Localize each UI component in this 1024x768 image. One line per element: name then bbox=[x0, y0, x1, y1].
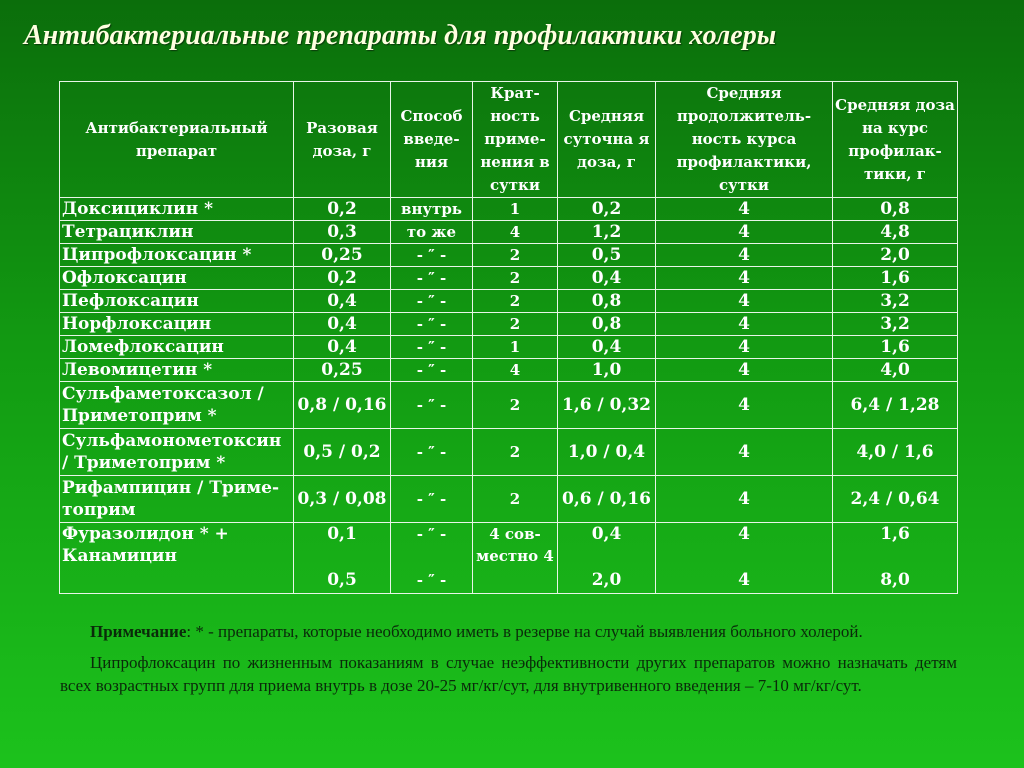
route: - ″ - bbox=[391, 313, 473, 336]
course-dose: 4,8 bbox=[833, 221, 958, 244]
route: - ″ - bbox=[391, 244, 473, 267]
course-dose: 4,0 / 1,6 bbox=[833, 429, 958, 476]
daily-dose: 0,4 bbox=[558, 267, 656, 290]
route: то же bbox=[391, 221, 473, 244]
frequency: 2 bbox=[473, 476, 558, 523]
single-dose: 0,5 / 0,2 bbox=[294, 429, 391, 476]
daily-dose: 0,6 / 0,16 bbox=[558, 476, 656, 523]
daily-dose-second: 2,0 bbox=[591, 570, 622, 590]
daily-dose: 1,2 bbox=[558, 221, 656, 244]
course-dose-first: 1,6 bbox=[880, 524, 910, 544]
daily-dose-first: 0,4 bbox=[591, 524, 622, 544]
course-duration: 4 bbox=[656, 198, 833, 221]
route: - ″ - bbox=[391, 336, 473, 359]
route: - ″ - bbox=[391, 267, 473, 290]
slide-title: Антибактериальные препараты для профилактики холеры bbox=[24, 20, 777, 51]
table-row bbox=[60, 313, 958, 336]
frequency: 1 bbox=[473, 336, 558, 359]
frequency: 2 bbox=[473, 382, 558, 429]
course-duration: 4 bbox=[656, 476, 833, 523]
drug-name: Сульфаметоксазол / Приметоприм * bbox=[60, 382, 294, 429]
route-second: - ″ - bbox=[416, 571, 447, 589]
single-dose: 0,2 bbox=[294, 267, 391, 290]
route: - ″ - bbox=[391, 359, 473, 382]
table-row bbox=[60, 198, 958, 221]
drug-name: Сульфамонометоксин / Триметоприм * bbox=[60, 429, 294, 476]
course-dose-second: 8,0 bbox=[880, 570, 910, 590]
header-route: Способ введе-ния bbox=[391, 82, 473, 198]
daily-dose: 0,8 bbox=[558, 290, 656, 313]
note-text: : * - препараты, которые необходимо иметь в резерве на случай выявления больного холерой. bbox=[186, 622, 863, 641]
daily-dose: 0,8 bbox=[558, 313, 656, 336]
table-row-combination bbox=[60, 523, 958, 594]
course-dose: 0,8 bbox=[833, 198, 958, 221]
single-dose: 0,4 bbox=[294, 336, 391, 359]
route: - ″ - bbox=[391, 290, 473, 313]
single-dose bbox=[294, 523, 391, 594]
frequency: 2 bbox=[473, 429, 558, 476]
course-dose: 1,6 bbox=[833, 336, 958, 359]
single-dose: 0,3 / 0,08 bbox=[294, 476, 391, 523]
table-row bbox=[60, 290, 958, 313]
table-row bbox=[60, 336, 958, 359]
daily-dose: 0,5 bbox=[558, 244, 656, 267]
course-dose: 6,4 / 1,28 bbox=[833, 382, 958, 429]
single-dose: 0,4 bbox=[294, 290, 391, 313]
route-first: - ″ - bbox=[416, 525, 447, 543]
header-row bbox=[60, 82, 958, 198]
daily-dose bbox=[558, 523, 656, 594]
note-paragraph-2: Ципрофлоксацин по жизненным показаниям в случае неэффективности других препаратов можно назначать детям всех возрастных групп для приема внутрь в дозе 20-25 мг/кг/сут, для внутривенного введения – 7-10 мг/кг/сут. bbox=[60, 653, 957, 695]
frequency: 2 bbox=[473, 244, 558, 267]
single-dose: 0,25 bbox=[294, 244, 391, 267]
daily-dose: 1,6 / 0,32 bbox=[558, 382, 656, 429]
route: - ″ - bbox=[391, 476, 473, 523]
header-single-dose: Разовая доза, г bbox=[294, 82, 391, 198]
daily-dose: 0,2 bbox=[558, 198, 656, 221]
route: внутрь bbox=[391, 198, 473, 221]
course-dose: 4,0 bbox=[833, 359, 958, 382]
course-duration: 4 bbox=[656, 244, 833, 267]
drug-name: Тетрациклин bbox=[60, 221, 294, 244]
course-duration bbox=[656, 523, 833, 594]
course-duration: 4 bbox=[656, 290, 833, 313]
table-row bbox=[60, 359, 958, 382]
course-dose: 3,2 bbox=[833, 290, 958, 313]
daily-dose: 0,4 bbox=[558, 336, 656, 359]
course-duration: 4 bbox=[656, 359, 833, 382]
single-dose: 0,8 / 0,16 bbox=[294, 382, 391, 429]
course-duration-first: 4 bbox=[738, 524, 750, 544]
course-duration: 4 bbox=[656, 336, 833, 359]
header-frequency: Крат-ность приме-нения в сутки bbox=[473, 82, 558, 198]
header-course-duration: Средняя продолжитель-ность курса профилактики, сутки bbox=[656, 82, 833, 198]
course-duration: 4 bbox=[656, 221, 833, 244]
route: - ″ - bbox=[391, 382, 473, 429]
course-dose: 2,4 / 0,64 bbox=[833, 476, 958, 523]
drug-name: Левомицетин * bbox=[60, 359, 294, 382]
drug-name: Доксициклин * bbox=[60, 198, 294, 221]
single-dose-first: 0,1 bbox=[327, 524, 357, 544]
daily-dose: 1,0 / 0,4 bbox=[558, 429, 656, 476]
course-dose: 1,6 bbox=[833, 267, 958, 290]
header-drug: Антибактериальный препарат bbox=[60, 82, 294, 198]
table-row bbox=[60, 476, 958, 523]
route bbox=[391, 523, 473, 594]
frequency: 1 bbox=[473, 198, 558, 221]
note-label: Примечание bbox=[90, 622, 187, 641]
course-duration-second: 4 bbox=[738, 570, 750, 590]
table-row bbox=[60, 244, 958, 267]
drug-name: Пефлоксацин bbox=[60, 290, 294, 313]
frequency: 4 bbox=[473, 221, 558, 244]
drug-name: Ципрофлоксацин * bbox=[60, 244, 294, 267]
table-row bbox=[60, 221, 958, 244]
single-dose-second: 0,5 bbox=[327, 570, 357, 590]
course-dose: 2,0 bbox=[833, 244, 958, 267]
single-dose: 0,2 bbox=[294, 198, 391, 221]
single-dose: 0,4 bbox=[294, 313, 391, 336]
note-paragraph-1 bbox=[60, 620, 957, 643]
frequency: 2 bbox=[473, 313, 558, 336]
header-daily-dose: Средняя суточна я доза, г bbox=[558, 82, 656, 198]
single-dose: 0,3 bbox=[294, 221, 391, 244]
header-course-dose: Средняя доза на курс профилак-тики, г bbox=[833, 82, 958, 198]
course-duration: 4 bbox=[656, 313, 833, 336]
table-row bbox=[60, 429, 958, 476]
course-duration: 4 bbox=[656, 382, 833, 429]
frequency: 4 bbox=[473, 359, 558, 382]
drug-name: Ломефлоксацин bbox=[60, 336, 294, 359]
table-row bbox=[60, 267, 958, 290]
course-dose: 3,2 bbox=[833, 313, 958, 336]
note-block bbox=[60, 620, 957, 697]
course-duration: 4 bbox=[656, 429, 833, 476]
single-dose: 0,25 bbox=[294, 359, 391, 382]
table-row bbox=[60, 382, 958, 429]
frequency: 2 bbox=[473, 267, 558, 290]
drug-name: Рифампицин / Триме-топрим bbox=[60, 476, 294, 523]
daily-dose: 1,0 bbox=[558, 359, 656, 382]
drug-name: Норфлоксацин bbox=[60, 313, 294, 336]
drug-table bbox=[59, 81, 958, 594]
frequency: 4 сов-местно 4 bbox=[473, 523, 558, 594]
course-dose bbox=[833, 523, 958, 594]
drug-name: Офлоксацин bbox=[60, 267, 294, 290]
route: - ″ - bbox=[391, 429, 473, 476]
frequency: 2 bbox=[473, 290, 558, 313]
course-duration: 4 bbox=[656, 267, 833, 290]
drug-name: Фуразолидон * + Канамицин bbox=[60, 523, 294, 594]
